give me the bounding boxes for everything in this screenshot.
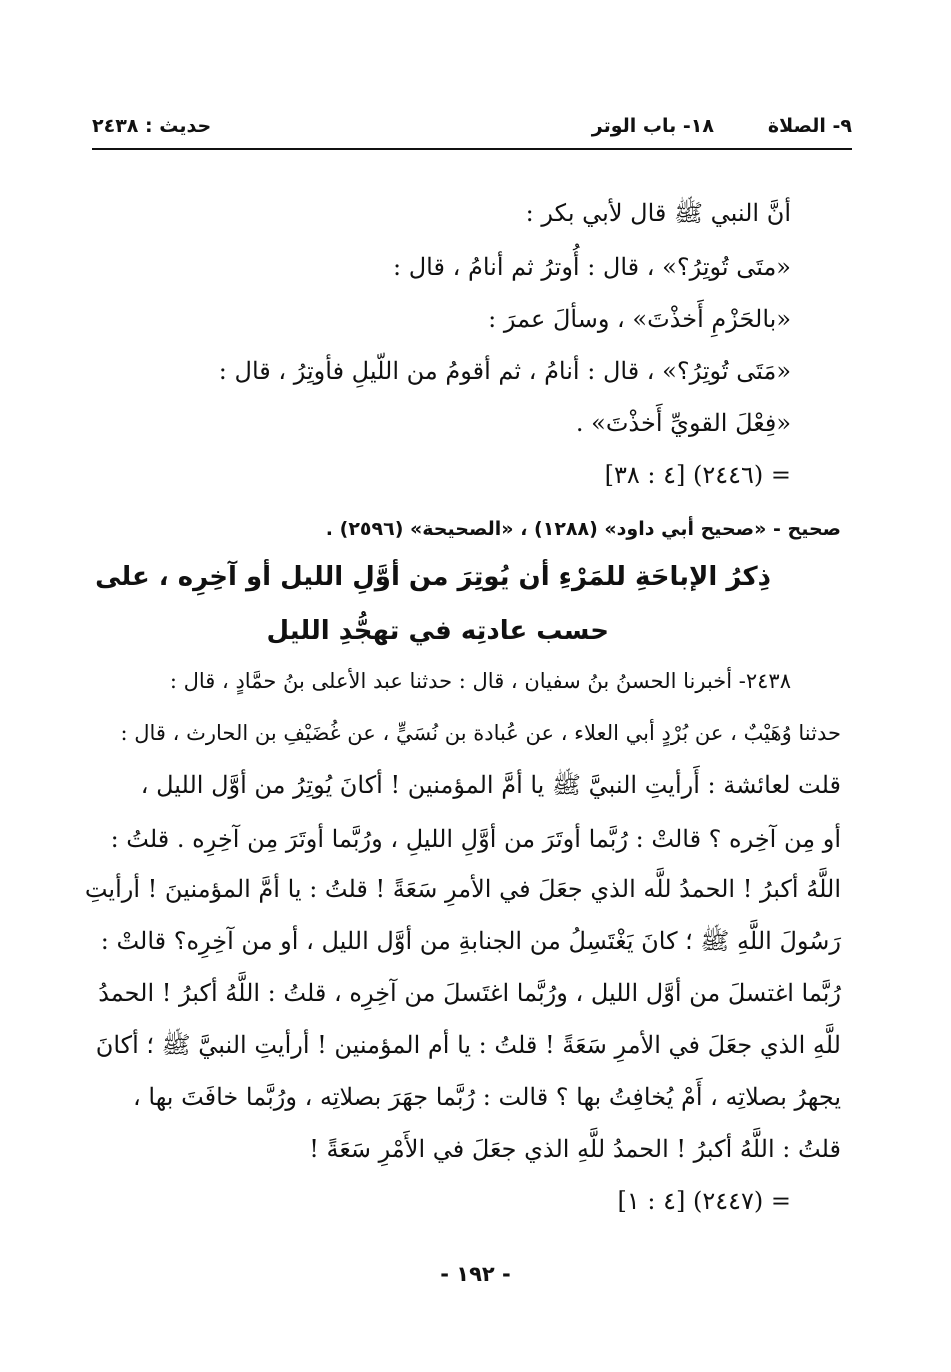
chapter-heading-line: ذِكرُ الإباحَةِ للمَرْءِ أن يُوتِرَ من أوَّلِ الليل أو آخِرِه ، على — [95, 562, 771, 592]
narration-line: «فِعْلَ القويِّ أَخذْتَ» . — [575, 409, 791, 437]
isnad-line: ٢٤٣٨- أخبرنا الحسنُ بنُ سفيان ، قال : حدثنا عبد الأعلى بنُ حمَّادٍ ، قال : — [169, 669, 791, 693]
cross-reference: = (٢٤٤٧) [٤ : ١] — [617, 1187, 791, 1215]
cross-reference: = (٢٤٤٦) [٤ : ٣٨] — [604, 461, 791, 489]
matn-line: قلتُ : اللَّهُ أكبرُ ! الحمدُ للَّهِ الذي جعَلَ في الأَمْرِ سَعَةً ! — [309, 1135, 841, 1163]
matn-line: قلت لعائشة : أَرأيتِ النبيَّ ﷺ يا أمَّ المؤمنين ! أكانَ يُوتِرُ من أوَّل الليل ، — [140, 771, 841, 799]
hadith-grading: صحيح - «صحيح أبي داود» (١٢٨٨) ، «الصحيحة» (٢٥٩٦) . — [325, 518, 841, 540]
matn-line: اللَّهُ أكبرُ ! الحمدُ للَّه الذي جعَلَ في الأمرِ سَعَةً ! قلتُ : يا أمَّ المؤمنينَ ! أرأيتِ — [84, 875, 841, 903]
matn-line: للَّهِ الذي جعَلَ في الأمرِ سَعَةً ! قلتُ : يا أم المؤمنين ! أرأيتِ النبيَّ ﷺ ؛ أكانَ — [95, 1031, 841, 1059]
narration-line: «بالحَزْمِ أَخذْتَ» ، وسألَ عمرَ : — [488, 305, 791, 333]
matn-line: يجهرُ بصلاتِه ، أَمْ يُخافِتُ بها ؟ قالت : رُبَّما جهَرَ بصلاتِه ، ورُبَّما خافَتَ بها ، — [133, 1083, 841, 1111]
chapter-title: ٩- الصلاة — [767, 115, 852, 137]
page-header — [92, 112, 852, 148]
header-divider — [92, 148, 852, 150]
matn-line: رَسُولَ اللَّهِ ﷺ ؛ كانَ يَغْتَسِلُ من الجنابةِ من أوَّل الليل ، أو من آخِرِه؟ قالتْ : — [100, 927, 841, 955]
chapter-heading-line: حسب عادتِه في تهجُّدِ الليل — [266, 616, 609, 646]
matn-line: أو مِن آخِره ؟ قالتْ : رُبَّما أوتَرَ من أوَّلِ الليلِ ، ورُبَّما أوتَرَ مِن آخِرِه . قلتُ : — [110, 825, 841, 853]
narration-line: أنَّ النبي ﷺ قال لأبي بكر : — [525, 199, 791, 227]
section-title: ١٨- باب الوتر — [591, 115, 714, 137]
page-number: - ١٩٢ - — [440, 1262, 511, 1286]
hadith-reference: حديث : ٢٤٣٨ — [92, 115, 212, 137]
narration-line: «متَى تُوتِرُ؟» ، قال : أُوترُ ثم أنامُ ، قال : — [393, 253, 791, 281]
matn-line: رُبَّما اغتسلَ من أوَّل الليل ، ورُبَّما اغتَسلَ من آخِرِه ، قلتُ : اللَّهُ أكبرُ ! الحمدُ — [98, 979, 841, 1007]
narration-line: «مَتَى تُوتِرُ؟» ، قال : أنامُ ، ثم أقومُ من اللّيلِ فأوتِرُ ، قال : — [218, 357, 791, 385]
isnad-line: حدثنا وُهَيْبٌ ، عن بُرْدٍ أبي العلاء ، عن عُبادة بن نُسَيٍّ ، عن غُضَيْفِ بن الحارث ، قال : — [120, 721, 841, 745]
